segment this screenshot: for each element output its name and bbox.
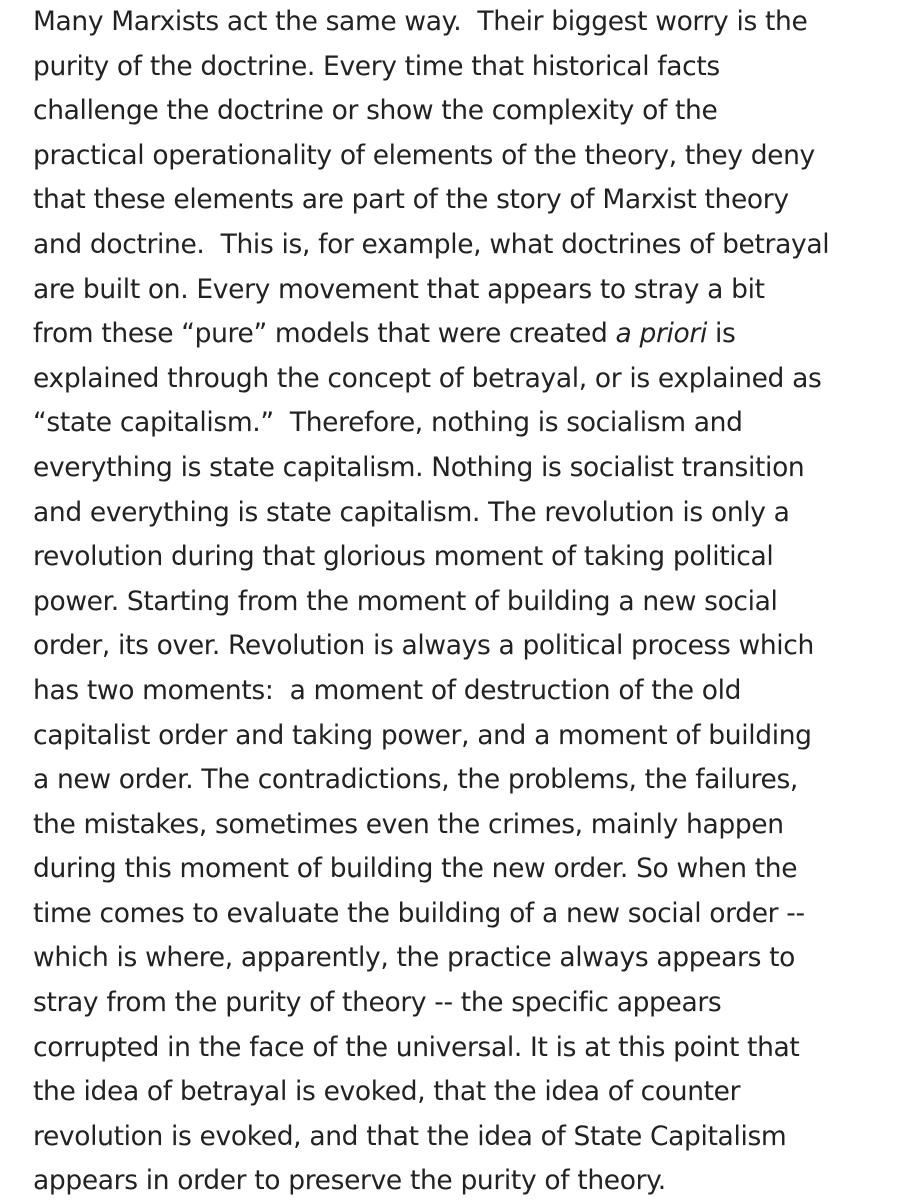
text-line: during this moment of building the new order. So when the [33, 853, 798, 885]
text-line: and everything is state capitalism. The revolution is only a [33, 496, 790, 528]
text-line: a new order. The contradictions, the problems, the failures, [33, 764, 798, 796]
text-line: revolution during that glorious moment of taking political [33, 541, 774, 573]
document-page [33, 0, 903, 1204]
text-line: has two moments: a moment of destruction of the old [33, 674, 742, 706]
text-line: explained through the concept of betrayal, or is explained as [33, 362, 822, 394]
text-line: corrupted in the face of the universal. It is at this point that [33, 1031, 800, 1063]
text-line: which is where, apparently, the practice always appears to [33, 942, 796, 974]
italic-phrase: a priori [615, 318, 707, 350]
text-line: practical operationality of elements of the theory, they deny [33, 139, 815, 171]
text-segment: is [706, 318, 736, 350]
text-line: everything is state capitalism. Nothing is socialist transition [33, 451, 805, 483]
text-line: appears in order to preserve the purity of theory. [33, 1165, 666, 1197]
text-line: stray from the purity of theory -- the specific appears [33, 987, 722, 1019]
text-line: Many Marxists act the same way. Their biggest worry is the [33, 6, 808, 37]
text-line: the mistakes, sometimes even the crimes, mainly happen [33, 808, 784, 840]
text-line: order, its over. Revolution is always a political process which [33, 630, 814, 662]
text-line: capitalist order and taking power, and a moment of building [33, 719, 812, 751]
text-line: time comes to evaluate the building of a new social order -- [33, 897, 805, 929]
text-line: revolution is evoked, and that the idea of State Capitalism [33, 1120, 787, 1152]
text-line: and doctrine. This is, for example, what doctrines of betrayal [33, 228, 830, 260]
text-line: that these elements are part of the story of Marxist theory [33, 184, 789, 216]
text-line: the idea of betrayal is evoked, that the idea of counter [33, 1076, 741, 1108]
text-segment: from these “pure” models that were created [33, 318, 616, 350]
text-line: are built on. Every movement that appears to stray a bit [33, 273, 765, 305]
text-line-with-italic [33, 312, 903, 357]
text-line: purity of the doctrine. Every time that historical facts [33, 50, 720, 82]
text-line: challenge the doctrine or show the complexity of the [33, 95, 718, 127]
text-line: power. Starting from the moment of building a new social [33, 585, 778, 617]
text-line: “state capitalism.” Therefore, nothing is socialism and [33, 407, 743, 439]
